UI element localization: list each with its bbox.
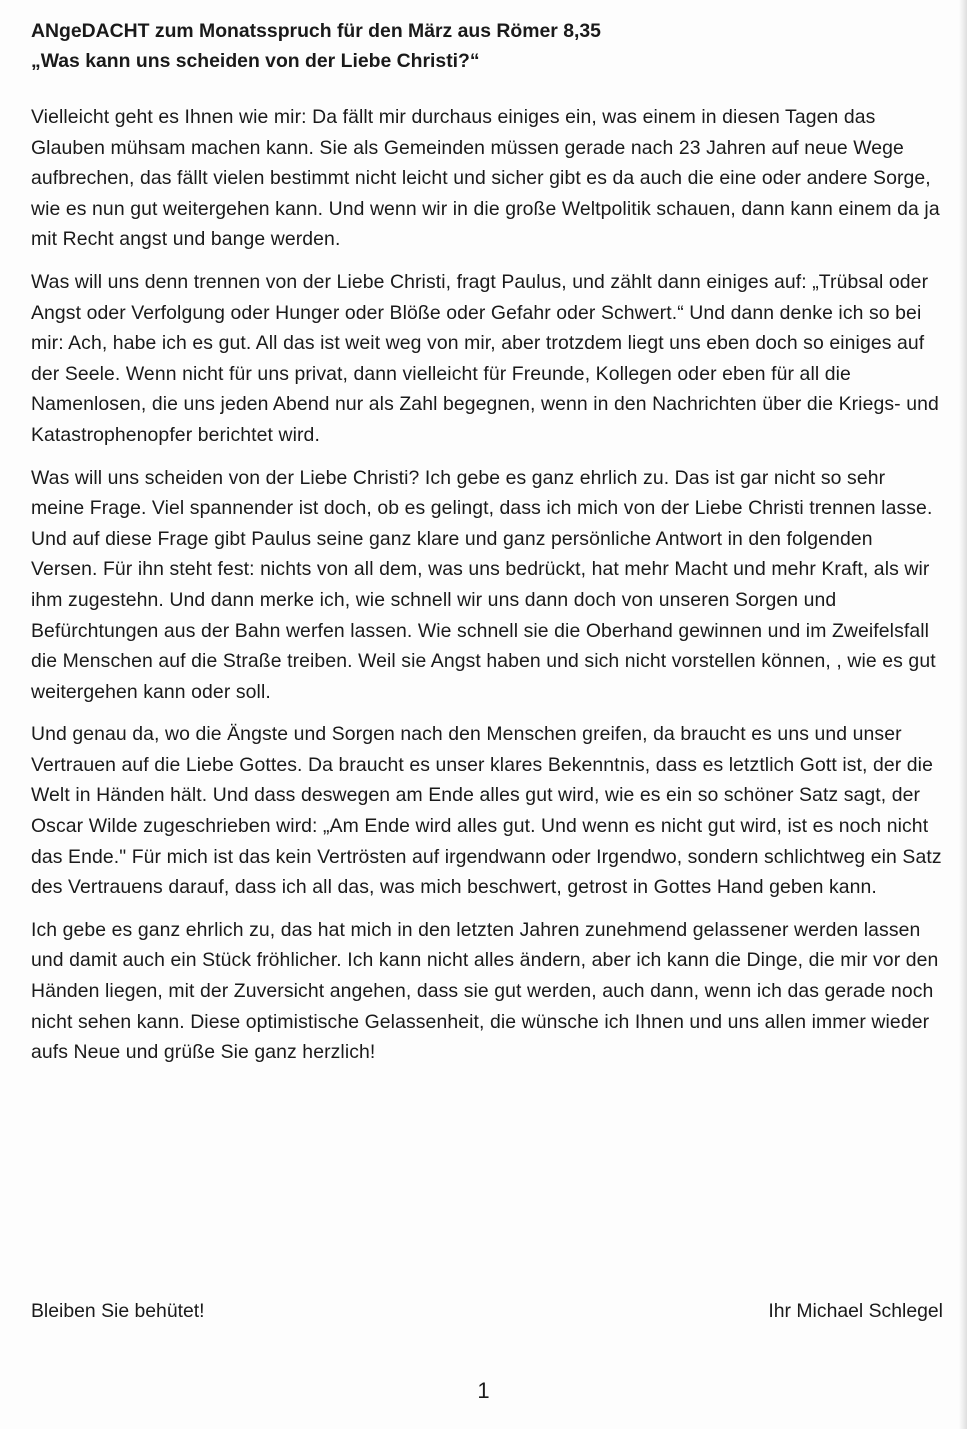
closing-greeting: Bleiben Sie behütet! bbox=[31, 1300, 205, 1322]
heading-line-1: ANgeDACHT zum Monatsspruch für den März aus Römer 8,35 bbox=[31, 20, 601, 42]
closing-signature: Ihr Michael Schlegel bbox=[768, 1300, 943, 1322]
heading-spacer bbox=[31, 76, 943, 102]
paragraph-2: Was will uns denn trennen von der Liebe Christi, fragt Paulus, und zählt dann einiges auf: „Trübsal oder Angst oder Verfolgung oder Hunger oder Blöße oder Gefahr oder Schwert.“ Und dann denke ich so bei mir: Ach, habe ich es gut. All das ist weit weg von mir, aber trotzdem liegt uns eben doch so einiges auf der Seele. Wenn nicht für uns privat, dann vielleicht für Freunde, Kollegen oder eben für all die Namenlosen, die uns jeden Abend nur als Zahl begegnen, wenn in den Nachrichten über die Kriegs- und Katastrophenopfer berichtet wird. bbox=[31, 270, 939, 446]
scan-edge-shadow bbox=[959, 0, 967, 1429]
page-number: 1 bbox=[477, 1378, 490, 1403]
document-heading bbox=[31, 16, 943, 76]
paragraph-1: Vielleicht geht es Ihnen wie mir: Da fällt mir durchaus einiges ein, was einem in diesen Tagen das Glauben mühsam machen kann. Sie als Gemeinden müssen gerade nach 23 Jahren auf neue Wege aufbrechen, das fällt vielen bestimmt nicht leicht und sicher gibt es da auch die eine oder andere Sorge, wie es nun gut weitergehen kann. Und wenn wir in die große Weltpolitik schauen, dann kann einem da ja mit Recht angst und bange werden. bbox=[31, 106, 940, 251]
heading-line-2: „Was kann uns scheiden von der Liebe Christi?“ bbox=[31, 50, 480, 72]
document-body bbox=[31, 16, 943, 1080]
paragraph-5: Ich gebe es ganz ehrlich zu, das hat mich in den letzten Jahren zunehmend gelassener werden lassen und damit auch ein Stück fröhlicher. Ich kann nicht alles ändern, aber ich kann die Dinge, die mir vor den Händen liegen, mit der Zuversicht angehen, dass sie gut werden, auch dann, wenn ich das gerade noch nicht sehen kann. Diese optimistische Gelassenheit, die wünsche ich Ihnen und uns allen immer wieder aufs Neue und grüße Sie ganz herzlich! bbox=[31, 918, 939, 1064]
closing-line bbox=[31, 1300, 943, 1323]
paragraph-4: Und genau da, wo die Ängste und Sorgen nach den Menschen greifen, da braucht es uns und unser Vertrauen auf die Liebe Gottes. Da braucht es unser klares Bekenntnis, dass es letztlich Gott ist, der die Welt in Händen hält. Und dass deswegen am Ende alles gut wird, wie es ein so schöner Satz sagt, der Oscar Wilde zugeschrieben wird: „Am Ende wird alles gut. Und wenn es nicht gut wird, ist es noch nicht das Ende." Für mich ist das kein Vertrösten auf irgendwann oder Irgendwo, sondern schlichtweg ein Satz des Vertrauens darauf, dass ich all das, was mich beschwert, getrost in Gottes Hand geben kann. bbox=[31, 723, 942, 899]
paragraph-3: Was will uns scheiden von der Liebe Christi? Ich gebe es ganz ehrlich zu. Das ist gar nicht so sehr meine Frage. Viel spannender ist doch, ob es gelingt, dass ich mich von der Liebe Christi trennen lasse. Und auf diese Frage gibt Paulus seine ganz klare und ganz persönliche Antwort in den folgenden Versen. Für ihn steht fest: nichts von all dem, was uns bedrückt, hat mehr Macht und mehr Kraft, als wir ihm zugestehn. Und dann merke ich, wie schnell wir uns dann doch von unseren Sorgen und Befürchtungen aus der Bahn werfen lassen. Wie schnell sie die Oberhand gewinnen und im Zweifelsfall die Menschen auf die Straße treiben. Weil sie Angst haben und sich nicht vorstellen können, , wie es gut weitergehen kann oder soll. bbox=[31, 466, 936, 703]
